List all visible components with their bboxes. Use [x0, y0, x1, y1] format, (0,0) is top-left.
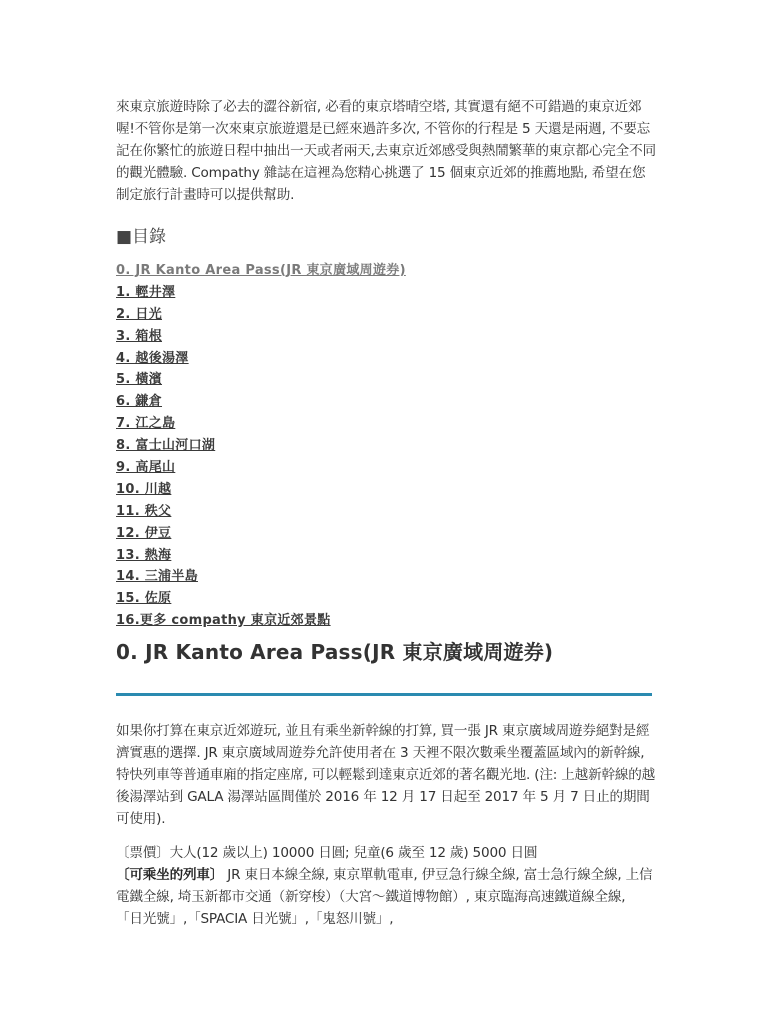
toc-item [116, 367, 656, 389]
toc-link-2[interactable]: 2. 日光 [116, 306, 163, 322]
toc-link-6[interactable]: 6. 鎌倉 [116, 394, 163, 410]
toc-link-15[interactable]: 15. 佐原 [116, 591, 172, 607]
toc-item [116, 499, 656, 521]
toc-link-5[interactable]: 5. 橫濱 [116, 372, 163, 388]
toc-item [116, 608, 656, 630]
toc-item [116, 258, 656, 280]
table-of-contents [116, 258, 656, 630]
toc-item [116, 455, 656, 477]
toc-link-13[interactable]: 13. 熱海 [116, 547, 172, 563]
toc-item [116, 564, 656, 586]
toc-link-7[interactable]: 7. 江之島 [116, 416, 176, 432]
intro-paragraph: 來東京旅遊時除了必去的澀谷新宿, 必看的東京塔晴空塔, 其實還有絕不可錯過的東京近郊喔!不管你是第一次來東京旅遊還是已經來過許多次, 不管你的行程是 5 天還是兩週, 不要忘記在你繁忙的旅遊日程中抽出一天或者兩天,去東京近郊感受與熱鬧繁華的東京都心完全不同的觀光體驗. Compathy 雜誌在這裡為您精心挑選了 15 個東京近郊的推薦地點, 希望在您制定旅行計畫時可以提供幫助. [116, 99, 656, 203]
toc-link-9[interactable]: 9. 高尾山 [116, 460, 176, 476]
toc-heading: ■目錄 [116, 227, 167, 247]
toc-item [116, 280, 656, 302]
toc-link-12[interactable]: 12. 伊豆 [116, 525, 172, 541]
toc-link-10[interactable]: 10. 川越 [116, 481, 172, 497]
section-title: 0. JR Kanto Area Pass(JR 東京廣域周遊券) [116, 640, 554, 665]
toc-link-3[interactable]: 3. 箱根 [116, 328, 163, 344]
trains-paragraph [116, 864, 656, 930]
toc-link-0[interactable]: 0. JR Kanto Area Pass(JR 東京廣域周遊券) [116, 263, 406, 278]
section-paragraph: 如果你打算在東京近郊遊玩, 並且有乘坐新幹線的打算, 買一張 JR 東京廣域周遊券絕對是經濟實惠的選擇. JR 東京廣域周遊券允許使用者在 3 天裡不限次數乘坐覆蓋區域內的新幹線, 特快列車等普通車廂的指定座席, 可以輕鬆到達東京近郊的著名觀光地. (注: 上越新幹線的越後湯澤站到 GALA 湯澤站區間僅於 2016 年 12 月 17 日起至 2017 年 5 月 7 日止的期間可使用). [116, 723, 656, 828]
price-label: 〔票價〕 [116, 845, 170, 862]
toc-item [116, 324, 656, 346]
toc-link-8[interactable]: 8. 富士山河口湖 [116, 438, 216, 454]
toc-item [116, 346, 656, 368]
toc-item [116, 302, 656, 324]
toc-item [116, 411, 656, 433]
toc-item [116, 477, 656, 499]
toc-link-1[interactable]: 1. 輕井澤 [116, 284, 176, 300]
toc-item [116, 543, 656, 565]
toc-link-4[interactable]: 4. 越後湯澤 [116, 350, 189, 366]
price-text: 大人(12 歲以上) 10000 日圓; 兒童(6 歲至 12 歲) 5000 日圓 [169, 845, 538, 862]
trains-text: JR 東日本線全線, 東京單軌電車, 伊豆急行線全線, 富士急行線全線, 上信電鐵全線, 埼玉新都市交通（新穿梭）（大宮～鐵道博物館）, 東京臨海高速鐵道線全線, 「日光號」,「SPACIA 日光號」,「鬼怒川號」, [116, 867, 653, 928]
toc-link-16[interactable]: 16.更多 compathy 東京近郊景點 [116, 613, 331, 629]
article-content [116, 96, 656, 930]
toc-item [116, 389, 656, 411]
toc-item [116, 433, 656, 455]
price-paragraph [116, 842, 656, 864]
toc-link-14[interactable]: 14. 三浦半島 [116, 569, 198, 585]
toc-item [116, 521, 656, 543]
trains-label: 〔可乘坐的列車〕 [116, 867, 224, 884]
section-divider [116, 693, 652, 696]
toc-link-11[interactable]: 11. 秩父 [116, 503, 172, 519]
toc-item [116, 586, 656, 608]
